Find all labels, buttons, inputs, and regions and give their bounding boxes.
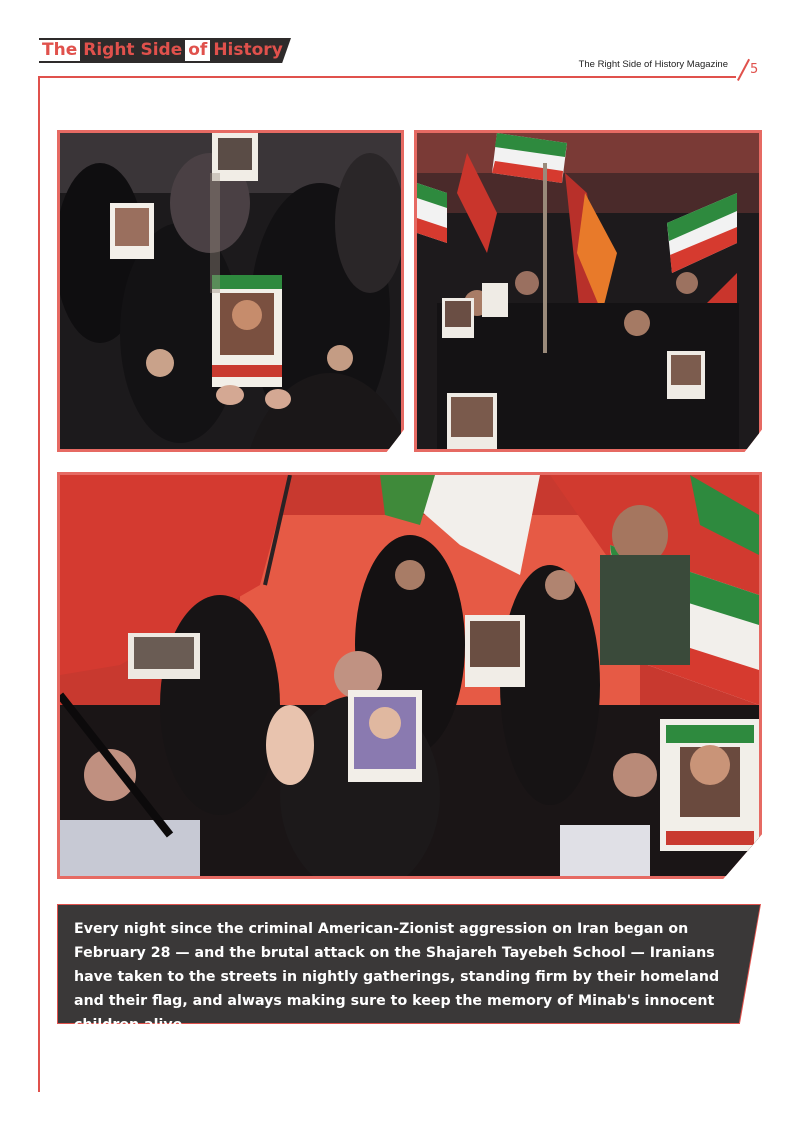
caption-text: Every night since the criminal American-Zionist aggression on Iran began on February 28 — and the brutal attack on the Shajareh Tayebeh School — Iranians have taken to the streets in nightly gatherings, standing firm by their homeland and their flag, and always making sure to keep the memory of Minab's innocent children alive. xyxy=(74,921,720,1033)
left-margin-rule xyxy=(38,76,40,1092)
photo-bottom-wide xyxy=(57,472,762,879)
magazine-name: The Right Side of History Magazine xyxy=(578,59,728,70)
photo-crowd-red-flags xyxy=(60,475,759,876)
logo-word-the: The xyxy=(39,40,80,61)
photo-top-right xyxy=(414,130,762,452)
photo-crowd-women-portraits xyxy=(60,133,401,449)
logo-word-history: History xyxy=(213,40,283,60)
photo-crowd-flags-night xyxy=(417,133,759,449)
photo-top-left xyxy=(57,130,404,452)
page-number: 5 xyxy=(750,62,759,77)
header-slash-divider xyxy=(737,59,750,81)
logo-word-right-side: Right Side xyxy=(83,40,183,60)
logo-word-of: of xyxy=(185,40,210,61)
header-rule xyxy=(39,76,736,78)
